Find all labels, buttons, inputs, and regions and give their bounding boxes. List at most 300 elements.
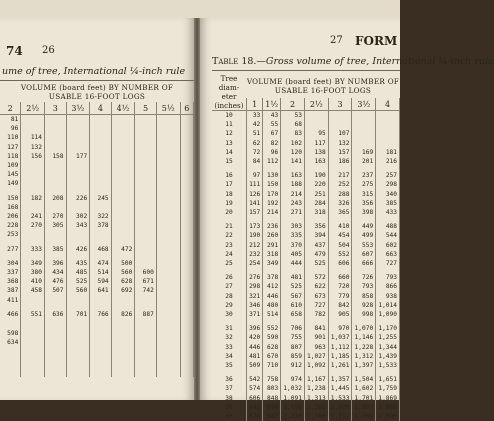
volume-cell: 606 [247,394,263,403]
volume-cell [90,230,111,239]
table-row [0,268,194,277]
volume-cell [111,143,135,152]
volume-cell [304,111,328,121]
volume-cell [180,310,193,319]
right-top-rule [212,70,400,71]
volume-cell: 628 [111,277,135,286]
volume-cell: 130 [263,171,281,180]
tree-diameter-cell: 11 [212,120,247,129]
volume-cell: 499 [352,231,376,240]
volume-cell [135,124,156,133]
volume-cell [352,111,376,121]
volume-cell: 1,986 [376,403,400,412]
volume-cell [180,277,193,286]
volume-cell: 1,445 [328,384,352,393]
volume-cell: 673 [304,292,328,301]
volume-cell [180,259,193,268]
volume-cell: 866 [376,282,400,291]
volume-cell: 628 [263,343,281,352]
volume-cell: 43 [263,111,281,121]
volume-cell [135,152,156,161]
volume-cell: 251 [304,190,328,199]
table-row [0,115,194,125]
table-row [212,190,400,199]
volume-cell: 803 [263,384,281,393]
volume-cell: 610 [281,301,305,310]
volume-cell: 1,385 [304,403,328,412]
volume-cell: 270 [45,212,66,221]
volume-cell: 163 [281,171,305,180]
right-page-heading: FORM [355,34,398,48]
volume-cell: 257 [376,171,400,180]
volume-cell [21,203,45,212]
volume-cell: 912 [281,361,305,370]
volume-cell: 507 [45,286,66,295]
volume-cell [21,115,45,125]
table-row [212,139,400,148]
volume-cell: 1,439 [376,352,400,361]
volume-cell: 514 [263,310,281,319]
tree-diameter-cell: 15 [212,157,247,166]
volume-cell: 859 [281,352,305,361]
volume-cell [328,111,352,121]
volume-cell [66,170,90,179]
left-column-header: 5½ [156,102,180,115]
volume-cell [111,329,135,338]
volume-cell: 321 [247,292,263,301]
volume-cell: 156 [21,152,45,161]
volume-cell: 622 [304,282,328,291]
volume-cell: 1,312 [352,352,376,361]
volume-cell: 214 [281,190,305,199]
volume-cell [111,212,135,221]
volume-cell: 337 [0,268,21,277]
table-row [0,277,194,286]
table-row [0,296,194,305]
volume-cell [180,221,193,230]
volume-cell: 1,869 [376,394,400,403]
volume-cell: 318 [304,208,328,217]
volume-cell [135,329,156,338]
volume-cell [90,115,111,125]
volume-cell [66,203,90,212]
volume-cell: 481 [281,273,305,282]
right-caption-text: —Gross volume of tree, International ¼-inch rule [256,56,494,67]
volume-cell: 356 [304,222,328,231]
tree-diameter-cell: 12 [212,129,247,138]
volume-cell: 236 [263,222,281,231]
volume-cell: 468 [90,245,111,254]
tree-diameter-cell: 24 [212,250,247,259]
right-volume-table [212,98,400,421]
tree-diameter-cell: 19 [212,199,247,208]
volume-cell [66,372,90,377]
volume-cell [90,143,111,152]
volume-cell [156,170,180,179]
volume-cell: 606 [328,259,352,268]
table-row [0,133,194,142]
table-row [212,259,400,268]
volume-cell [111,194,135,203]
tree-diameter-cell: 26 [212,273,247,282]
left-top-rule [0,80,194,81]
volume-cell [21,372,45,377]
volume-cell: 514 [90,268,111,277]
volume-cell [180,143,193,152]
volume-cell [156,338,180,347]
tree-diameter-cell: 35 [212,361,247,370]
volume-cell: 365 [328,208,352,217]
volume-cell: 1,313 [304,394,328,403]
volume-cell: 118 [0,152,21,161]
volume-cell: 1,533 [376,361,400,370]
table-row [0,179,194,188]
volume-cell [180,194,193,203]
volume-cell: 288 [328,190,352,199]
volume-cell: 385 [45,245,66,254]
volume-cell: 426 [66,245,90,254]
volume-cell: 340 [376,190,400,199]
volume-cell [21,179,45,188]
volume-cell: 243 [281,199,305,208]
volume-cell [45,170,66,179]
volume-cell: 62 [247,139,263,148]
volume-cell: 226 [66,194,90,203]
volume-cell: 1,112 [328,343,352,352]
volume-cell [111,230,135,239]
volume-cell [111,372,135,377]
volume-cell: 271 [281,208,305,217]
tree-diameter-cell: 39 [212,403,247,412]
volume-cell [66,296,90,305]
table-row [0,170,194,179]
volume-cell: 333 [21,245,45,254]
left-group-header-2: USABLE 16-FOOT LOGS [48,92,146,101]
tree-diameter-cell: 14 [212,148,247,157]
volume-cell [90,296,111,305]
table-row [0,124,194,133]
volume-cell [156,277,180,286]
volume-cell: 594 [90,277,111,286]
volume-cell [135,230,156,239]
volume-cell: 322 [90,212,111,221]
volume-cell: 127 [0,143,21,152]
volume-cell: 963 [304,343,328,352]
volume-cell [352,120,376,129]
volume-cell: 1,014 [376,301,400,310]
volume-cell: 666 [352,259,376,268]
volume-cell: 318 [263,250,281,259]
volume-cell: 658 [281,310,305,319]
volume-cell: 500 [111,259,135,268]
left-page-number: 26 [42,45,55,56]
volume-cell [21,296,45,305]
volume-cell: 396 [45,259,66,268]
right-column-header: 3 [328,98,352,111]
table-row [212,231,400,240]
volume-cell: 411 [0,296,21,305]
volume-cell: 692 [111,286,135,295]
table-row [212,250,400,259]
volume-cell: 1,150 [281,403,305,412]
volume-cell [180,212,193,221]
volume-cell [90,124,111,133]
volume-cell: 177 [66,152,90,161]
volume-cell: 598 [0,329,21,338]
table-row [212,403,400,412]
tree-diameter-cell: 28 [212,292,247,301]
volume-cell [21,230,45,239]
volume-cell: 216 [376,157,400,166]
volume-cell: 109 [0,161,21,170]
volume-cell: 201 [352,157,376,166]
volume-cell [66,143,90,152]
volume-cell: 970 [328,324,352,333]
table-row [0,143,194,152]
volume-cell [21,329,45,338]
volume-cell [135,221,156,230]
volume-cell: 182 [21,194,45,203]
table-row [0,212,194,221]
volume-cell: 607 [352,250,376,259]
volume-cell: 551 [21,310,45,319]
volume-cell: 710 [263,361,281,370]
volume-cell: 410 [21,277,45,286]
tree-diameter-cell: 30 [212,310,247,319]
volume-cell [45,124,66,133]
table-row [212,343,400,352]
volume-cell: 1,397 [352,361,376,370]
tree-diameter-cell: 10 [212,111,247,121]
volume-cell: 277 [0,245,21,254]
volume-cell [156,152,180,161]
volume-cell [180,329,193,338]
volume-cell: 560 [111,268,135,277]
volume-cell [376,120,400,129]
volume-cell: 928 [352,301,376,310]
volume-cell: 370 [281,241,305,250]
volume-cell [21,161,45,170]
table-row [212,120,400,129]
volume-cell [156,161,180,170]
tree-diameter-cell: 31 [212,324,247,333]
volume-cell [180,115,193,125]
volume-cell: 117 [304,139,328,148]
left-column-header: 4½ [111,102,135,115]
volume-cell [156,133,180,142]
volume-cell: 305 [45,221,66,230]
volume-cell: 145 [0,170,21,179]
volume-cell: 111 [247,180,263,189]
volume-cell: 33 [247,111,263,121]
volume-cell [135,133,156,142]
volume-cell: 206 [0,212,21,221]
volume-cell: 706 [281,324,305,333]
volume-cell [135,296,156,305]
left-page [0,18,194,400]
volume-cell: 245 [90,194,111,203]
right-column-header: 1 [247,98,263,111]
volume-cell [45,203,66,212]
volume-cell [135,170,156,179]
table-row [212,148,400,157]
volume-cell: 1,167 [304,375,328,384]
table-row [0,286,194,295]
tree-header-line1: Tree [220,74,238,83]
volume-cell [111,161,135,170]
right-column-header: 1½ [263,98,281,111]
volume-cell [66,161,90,170]
volume-cell [180,203,193,212]
volume-cell: 1,460 [304,412,328,421]
volume-cell: 356 [352,199,376,208]
volume-cell: 1,238 [304,384,328,393]
left-group-header-1: VOLUME (board feet) BY NUMBER OF [20,83,174,92]
volume-cell: 567 [281,292,305,301]
table-row [212,241,400,250]
table-row [0,310,194,319]
volume-cell: 138 [304,148,328,157]
volume-cell: 252 [328,180,352,189]
left-column-header: 4 [90,102,111,115]
volume-cell: 410 [328,222,352,231]
tree-diameter-cell: 34 [212,352,247,361]
volume-cell: 525 [66,277,90,286]
volume-cell [66,338,90,347]
volume-cell: 663 [376,250,400,259]
volume-cell: 96 [0,124,21,133]
volume-cell: 208 [45,194,66,203]
volume-cell [156,143,180,152]
volume-cell: 560 [66,286,90,295]
volume-cell: 188 [281,180,305,189]
volume-cell: 634 [0,338,21,347]
volume-cell [156,245,180,254]
table-row [0,245,194,254]
volume-cell: 132 [21,143,45,152]
volume-cell: 701 [66,310,90,319]
volume-cell: 671 [135,277,156,286]
volume-cell: 458 [21,286,45,295]
volume-cell: 1,185 [328,352,352,361]
volume-cell [45,329,66,338]
volume-cell [135,179,156,188]
volume-cell: 72 [247,148,263,157]
volume-cell: 82 [263,139,281,148]
volume-cell [21,170,45,179]
volume-cell: 444 [281,259,305,268]
table-row [0,194,194,203]
volume-cell: 1,261 [328,361,352,370]
volume-cell: 126 [247,190,263,199]
left-caption: ume of tree, International ¼-inch rule [2,66,186,77]
volume-cell [304,120,328,129]
volume-cell: 114 [21,133,45,142]
volume-cell: 726 [352,273,376,282]
volume-cell [156,329,180,338]
volume-cell [45,133,66,142]
volume-cell [135,212,156,221]
volume-cell: 141 [281,157,305,166]
tree-diameter-cell: 18 [212,190,247,199]
volume-cell [180,286,193,295]
volume-cell: 1,037 [328,333,352,342]
table-row [212,333,400,342]
volume-cell: 378 [263,273,281,282]
right-caption-label: Table 18. [212,56,257,67]
volume-cell: 157 [247,208,263,217]
volume-cell: 1,091 [281,394,305,403]
right-caption [212,56,494,67]
volume-cell: 742 [135,286,156,295]
volume-cell: 157 [328,148,352,157]
volume-cell: 974 [281,375,305,384]
volume-cell: 1,712 [328,412,352,421]
volume-cell [156,221,180,230]
volume-cell: 1,357 [328,375,352,384]
volume-cell: 433 [376,208,400,217]
volume-cell: 574 [247,384,263,393]
table-row [0,152,194,161]
volume-cell: 552 [328,250,352,259]
volume-cell [45,372,66,377]
volume-cell: 132 [328,139,352,148]
volume-cell: 343 [66,221,90,230]
volume-cell: 446 [247,343,263,352]
volume-cell: 435 [66,259,90,268]
tree-header-line4: (inches) [214,101,244,110]
volume-cell: 998 [352,310,376,319]
volume-cell: 84 [247,157,263,166]
volume-cell: 727 [304,301,328,310]
volume-cell [111,133,135,142]
volume-cell: 170 [263,190,281,199]
volume-cell [90,161,111,170]
volume-cell: 385 [376,199,400,208]
left-page-heading: 74 [6,44,23,58]
volume-cell: 394 [304,231,328,240]
volume-cell: 102 [281,139,305,148]
tree-diameter-cell: 25 [212,259,247,268]
volume-cell [111,203,135,212]
volume-cell: 68 [281,120,305,129]
table-row [212,324,400,333]
table-row [212,111,400,121]
volume-cell: 466 [0,310,21,319]
volume-cell [111,170,135,179]
table-row [212,361,400,370]
volume-cell: 553 [352,241,376,250]
volume-cell [111,296,135,305]
volume-cell [180,179,193,188]
volume-cell: 120 [281,148,305,157]
volume-cell [90,179,111,188]
volume-cell [111,338,135,347]
volume-cell: 163 [304,157,328,166]
volume-cell: 53 [281,111,305,121]
left-column-header: 5 [135,102,156,115]
volume-cell: 758 [263,375,281,384]
volume-cell: 641 [90,286,111,295]
tree-diameter-cell: 17 [212,180,247,189]
table-row [212,222,400,231]
volume-cell: 412 [263,282,281,291]
volume-cell: 405 [281,250,305,259]
volume-cell: 720 [328,282,352,291]
table-row [0,203,194,212]
table-row [212,171,400,180]
volume-cell [45,161,66,170]
